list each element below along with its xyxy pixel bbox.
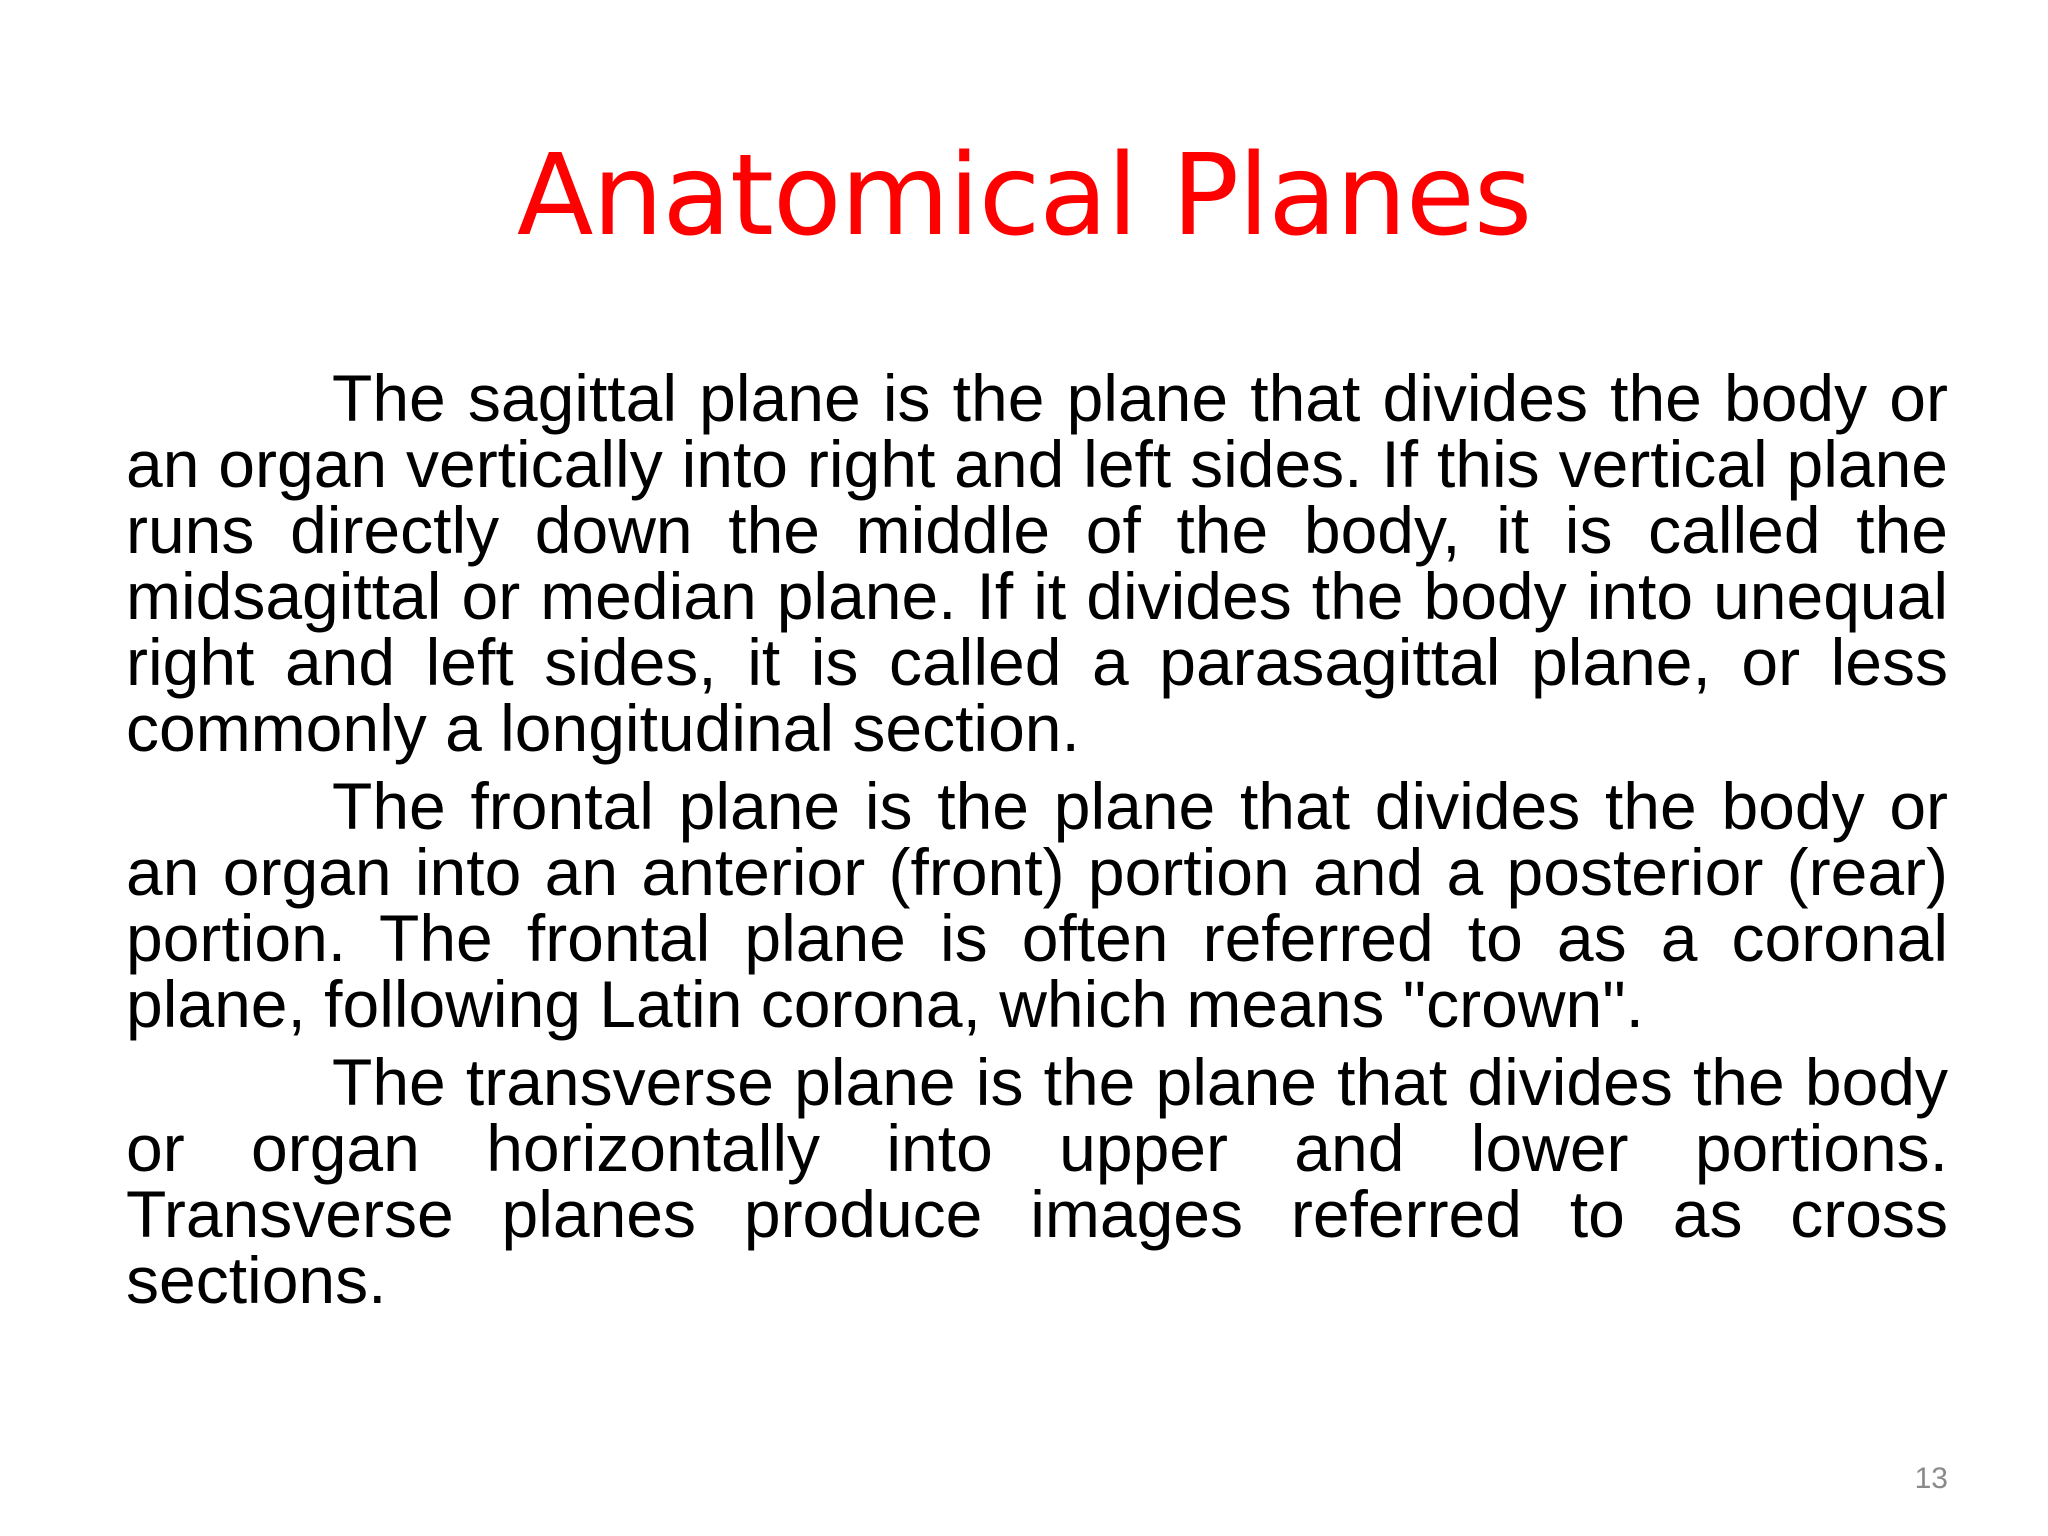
slide-title: Anatomical Planes: [516, 131, 1532, 261]
slide-body: [126, 361, 1948, 1325]
paragraph-frontal-plane: The frontal plane is the plane that divides the body or an organ into an anterior (front) portion and a posterior (rear) portion. The frontal plane is often referred to as a coronal plane, following Latin corona, which means "crown".: [126, 769, 1948, 1041]
page-number: 13: [1914, 1462, 1948, 1495]
paragraph-transverse-plane: The transverse plane is the plane that divides the body or organ horizontally into upper and lower portions. Transverse planes produce images referred to as cross sections.: [126, 1045, 1948, 1317]
paragraph-sagittal-plane: The sagittal plane is the plane that divides the body or an organ vertically into right and left sides. If this vertical plane runs directly down the middle of the body, it is called the midsagittal or median plane. If it divides the body into unequal right and left sides, it is called a parasagittal plane, or less commonly a longitudinal section.: [126, 361, 1948, 765]
